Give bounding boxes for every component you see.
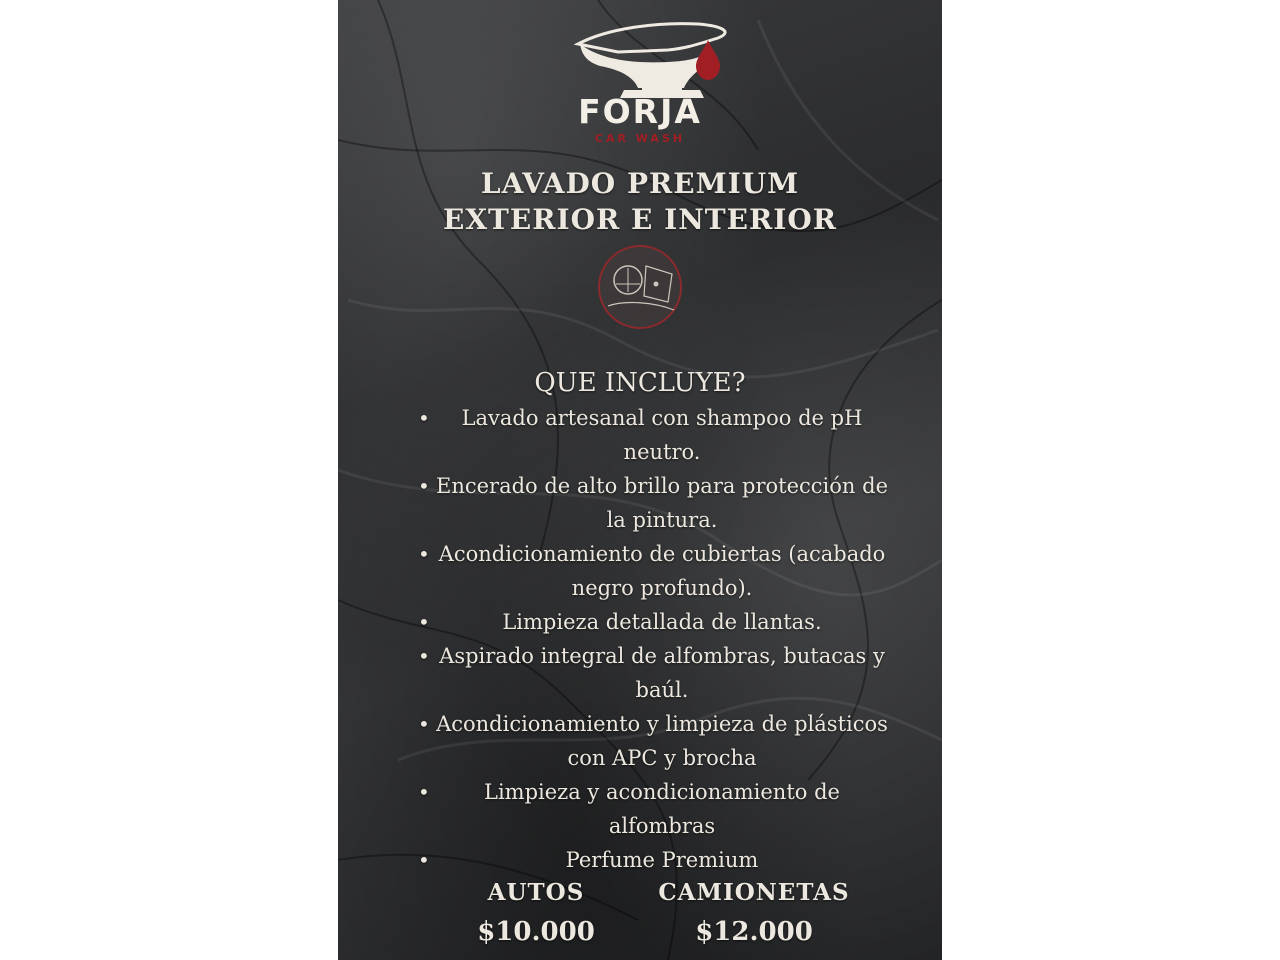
price-autos [466, 876, 606, 954]
bullet-icon: • [418, 474, 430, 498]
brand-name: FORJA [578, 92, 702, 131]
title-line-2: EXTERIOR E INTERIOR [442, 203, 837, 236]
list-item: • Aspirado integral de alfombras, butacas y baúl. [418, 639, 888, 707]
bullet-icon: • [418, 780, 430, 804]
price-value-camionetas: $12.000 [695, 917, 813, 947]
price-camionetas [654, 876, 854, 954]
price-value-autos: $10.000 [477, 917, 595, 947]
list-item: • Acondicionamiento y limpieza de plásticos con APC y brocha [418, 707, 888, 775]
water-drop-icon [696, 40, 720, 80]
title-line-1: LAVADO PREMIUM [480, 167, 800, 200]
bullet-icon: • [418, 542, 430, 566]
list-item: • Acondicionamiento de cubiertas (acabado negro profundo). [418, 537, 888, 605]
list-item: • Limpieza y acondicionamiento de alfombras [418, 775, 888, 843]
price-label-autos: AUTOS [487, 879, 585, 906]
brand-tagline: CAR WASH [594, 132, 686, 145]
price-label-camionetas: CAMIONETAS [658, 879, 850, 906]
includes-heading: QUE INCLUYE? [534, 368, 746, 398]
list-item: • Limpieza detallada de llantas. [418, 605, 888, 639]
bullet-icon: • [418, 610, 430, 634]
bullet-icon: • [418, 644, 430, 668]
bullet-icon: • [418, 848, 430, 872]
list-item: • Lavado artesanal con shampoo de pH neutro. [418, 401, 888, 469]
includes-list [418, 401, 888, 877]
bullet-icon: • [418, 406, 430, 430]
bullet-icon: • [418, 712, 430, 736]
promo-poster [338, 0, 942, 960]
prices-section [338, 876, 942, 960]
list-item: • Encerado de alto brillo para protección de la pintura. [418, 469, 888, 537]
page-title [338, 166, 942, 238]
list-item: • Perfume Premium [418, 843, 888, 877]
car-interior-badge-icon [594, 244, 686, 330]
